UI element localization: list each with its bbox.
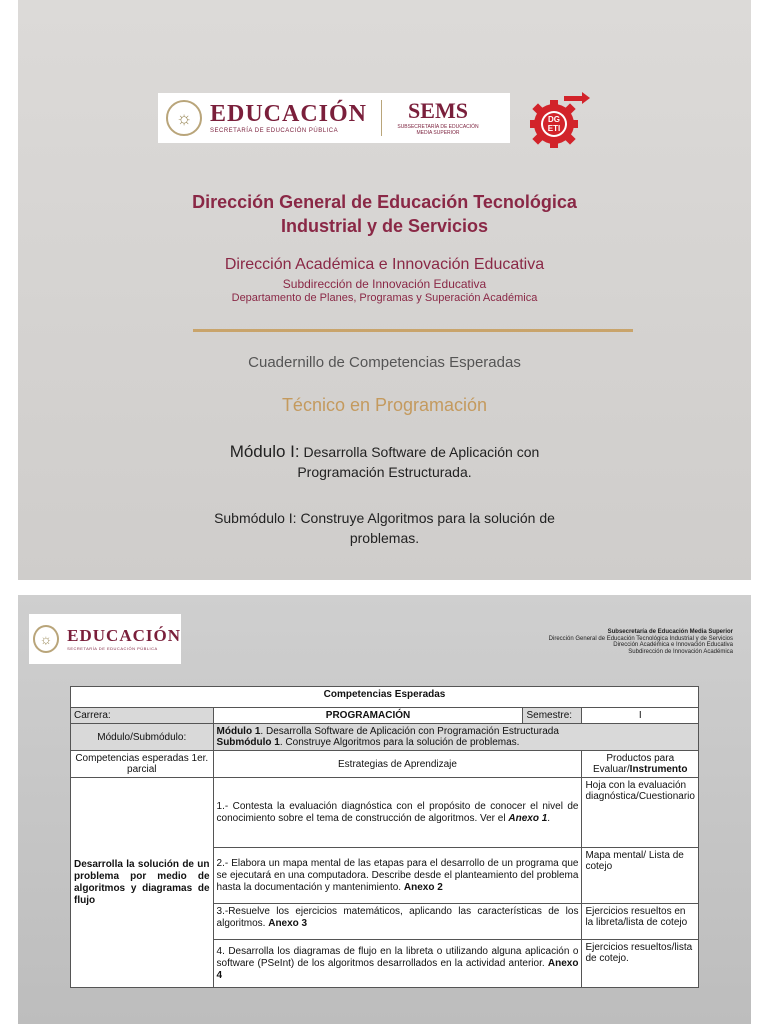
submodulo-bold: Submódulo 1 [216,737,280,748]
header-line-2: Dirección General de Educación Tecnológica Industrial y de Servicios [548,635,733,642]
page2-logo-title: EDUCACIÓN [67,626,181,645]
product-4: Ejercicios resueltos/lista de cotejo. [582,940,699,988]
col2-header: Estrategias de Aprendizaje [213,751,582,778]
cover-title-line-1: Dirección General de Educación Tecnológica [192,192,577,212]
col1-header: Competencias esperadas 1er. parcial [71,751,214,778]
cover-page [18,0,751,580]
dgeti-gear-logo-icon [520,92,590,152]
carrera-value: PROGRAMACIÓN [213,708,523,724]
col3-header-bold: Instrumento [629,764,688,775]
competencia-cell: Desarrolla la solución de un problema por medio de algoritmos y diagramas de flujo [71,778,214,988]
modulo-text-2: Programación Estructurada. [297,464,472,480]
header-line-3: Dirección Académica e Innovación Educativa [613,642,733,648]
product-1: Hoja con la evaluación diagnóstica/Cuestionario [582,778,699,848]
col3-header-text: Productos para Evaluar/ [592,753,675,775]
strategy-1 [213,778,582,848]
modulo-text-1: Desarrolla Software de Aplicación con [303,444,540,460]
tecnico-title: Técnico en Programación [281,395,488,415]
semestre-value: I [582,708,699,724]
product-3: Ejercicios resueltos en la libreta/lista de cotejo [582,904,699,940]
header-line-4: Subdirección de Innovación Académica [628,648,733,655]
header-logo-bar [158,93,510,143]
sems-logo-title: SEMS [408,98,468,123]
header-line-1: Subsecretaría de Educación Media Superior [607,629,733,635]
competencias-page [18,595,751,1024]
strategy-2-text: 2.- Elabora un mapa mental de las etapas para el desarrollo de un programa que se ejecutará en una computadora. Describe desde el planteamiento del problema hasta la documentación y mantenimiento. [216,857,579,893]
strategy-1-suffix: . [547,812,551,824]
educacion-logo-subtitle: SECRETARÍA DE EDUCACIÓN PÚBLICA [210,128,339,134]
page2-logo-subtitle: SECRETARÍA DE EDUCACIÓN PÚBLICA [67,646,158,651]
mexico-seal-icon: ☼ [33,625,59,653]
strategy-1-text: 1.- Contesta la evaluación diagnóstica con el propósito de conocer el nivel de conocimiento sobre el tema de construcción de algoritmos. Ver el [216,800,579,824]
modulo-cell [213,724,698,751]
strategy-1-anexo: Anexo 1 [508,812,548,824]
submodulo-line-1: Submódulo I: Construye Algoritmos para la solución de [214,510,555,526]
svg-text:ETI: ETI [547,124,561,133]
modulo-label-cell: Módulo/Submódulo: [71,724,214,751]
semestre-label: Semestre: [523,708,582,724]
subdireccion: Subdirección de Innovación Educativa [282,277,487,291]
competencias-table [70,686,699,988]
svg-text:DG: DG [548,115,560,124]
educacion-logo-title: EDUCACIÓN [210,101,368,127]
strategy-3-anexo: Anexo 3 [268,918,308,929]
strategy-4-anexo: Anexo 4 [216,957,579,981]
submodulo-line-2: problemas. [349,530,420,546]
submodulo-text: . Construye Algoritmos para la solución de problemas. [279,737,520,748]
cuadernillo-title: Cuadernillo de Competencias Esperadas [248,354,521,371]
table-title: Competencias Esperadas [71,687,699,708]
cover-main-title [18,190,751,238]
strategy-4 [213,940,582,988]
departamento: Departamento de Planes, Programas y Superación Académica [231,292,538,304]
gold-divider [193,329,633,332]
mexico-seal-icon: ☼ [166,100,202,136]
educacion-logo [210,102,367,134]
product-2: Mapa mental/ Lista de cotejo [582,848,699,904]
strategy-4-text: 4. Desarrolla los diagramas de flujo en la libreta o utilizando alguna aplicación o software (PSeInt) de los algoritmos desarrollados en la actividad anterior. [216,945,579,969]
page2-logo [29,614,181,664]
strategy-2-anexo: Anexo 2 [403,881,443,893]
strategy-3-text: 3.-Resuelve los ejercicios matemáticos, aplicando las características de los algoritmos. [216,906,579,929]
sems-logo [396,100,480,136]
sems-logo-subtitle: SUBSECRETARÍA DE EDUCACIÓN MEDIA SUPERIOR [397,124,479,136]
strategy-3 [213,904,582,940]
direccion-academica: Dirección Académica e Innovación Educativa [224,256,545,273]
modulo-label: Módulo I: [229,442,300,461]
strategy-2 [213,848,582,904]
page2-educacion-logo [67,627,181,651]
modulo-text: . Desarrolla Software de Aplicación con Programación Estructurada [260,726,559,737]
col3-header [582,751,699,778]
carrera-label: Carrera: [71,708,214,724]
modulo-bold: Módulo 1 [216,726,261,737]
modulo-heading [18,442,751,482]
cover-title-line-2: Industrial y de Servicios [280,216,489,236]
submodulo-heading [18,508,751,548]
logo-divider [381,100,382,136]
page2-header-text [549,629,733,655]
